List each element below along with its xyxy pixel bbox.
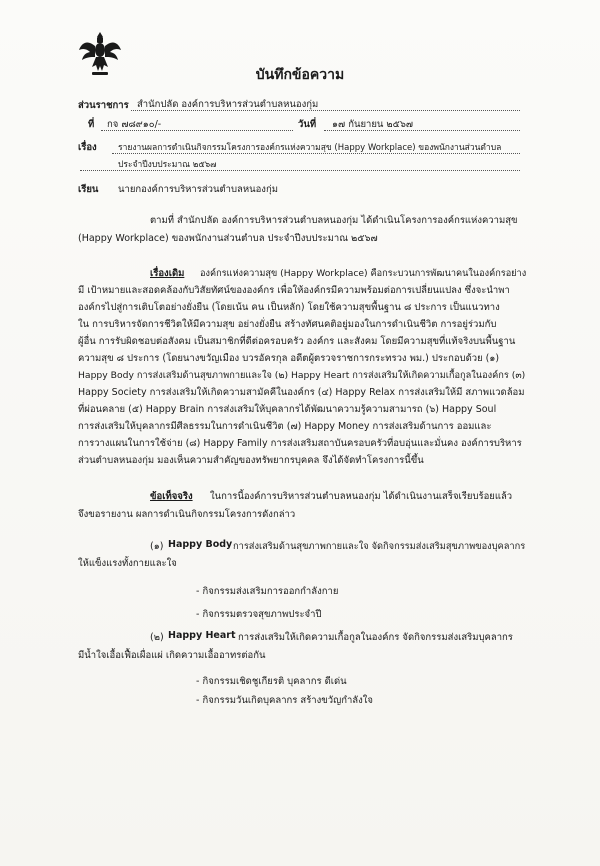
background-line: องค์กรไปสู่การเติบโตอย่างยั่งยืน (โดยเน้น คน เป็นหลัก) โดยใช้ความสุขพื้นฐาน ๘ ประการ เป็นแนวทาง [78, 302, 500, 313]
background-line: ใน การบริหารจัดการชีวิตให้มีความสุข อย่างยั่งยืน สร้างทัศนคติอยู่มองในการดำเนินชีวิต การอยู่ร่วมกับ [78, 319, 497, 330]
item-1-number: (๑) [150, 541, 164, 552]
item-1-cont: ให้แข็งแรงทั้งกายและใจ [78, 558, 177, 569]
facts-first-line: ในการนี้องค์การบริหารส่วนตำบลหนองกุ่ม ได้ดำเนินงานเสร็จเรียบร้อยแล้ว [210, 491, 513, 502]
background-line: ส่วนตำบลหนองกุ่ม มองเห็นความสำคัญของทรัพยากรบุคคล จึงได้จัดทำโครงการนี้ขึ้น [78, 455, 424, 466]
background-line: การส่งเสริมให้บุคลากรมีศีลธรรมในการดำเนินชีวิต (๗) Happy Money การส่งเสริมด้านการ ออมและ [78, 421, 492, 432]
background-line: ผู้อื่น การรับผิดชอบต่อสังคม เป็นสมาชิกที่ดีต่อครอบครัว องค์กร และสังคม โดยมีความสุขที่แท้จริงบนพื้นฐาน [78, 336, 516, 347]
background-heading: เรื่องเดิม [150, 268, 185, 279]
item-2-cont: มีน้ำใจเอื้อเฟื้อเผื่อแผ่ เกิดความเอื้ออาทรต่อกัน [78, 650, 266, 661]
background-line: มี เป้าหมายและสอดคล้องกับวิสัยทัศน์ขององค์กร เพื่อให้องค์กรมีความพร้อมต่อการเปลี่ยนแปลง ซึ่งจะนำพา [78, 285, 510, 296]
to-value: นายกองค์การบริหารส่วนตำบลหนองกุ่ม [118, 184, 278, 195]
item-2-desc: การส่งเสริมให้เกิดความเกื้อกูลในองค์กร จัดกิจกรรมส่งเสริมบุคลากร [238, 632, 513, 643]
to-label: เรียน [78, 184, 99, 195]
subject-label: เรื่อง [78, 142, 97, 153]
dept-value: สำนักปลัด องค์การบริหารส่วนตำบลหนองกุ่ม [137, 99, 319, 110]
item-2-name: Happy Heart [168, 630, 236, 641]
subject-line-2: ประจำปีงบประมาณ ๒๕๖๗ [118, 160, 217, 170]
item-1-activity: - กิจกรรมตรวจสุขภาพประจำปี [196, 609, 322, 620]
facts-second-line: จึงขอรายงาน ผลการดำเนินกิจกรรมโครงการดังกล่าว [78, 509, 296, 520]
intro-line-1: ตามที่ สำนักปลัด องค์การบริหารส่วนตำบลหนองกุ่ม ได้ดำเนินโครงการองค์กรแห่งความสุข [150, 215, 518, 226]
background-line: ที่ผ่อนคลาย (๕) Happy Brain การส่งเสริมให้บุคลากรได้พัฒนาความรู้ความสามารถ (๖) Happy Soul [78, 404, 497, 415]
memo-title: บันทึกข้อความ [255, 67, 345, 83]
dept-label: ส่วนราชการ [78, 100, 129, 111]
ref-value: กจ ๗๘๙๑๐/- [107, 119, 162, 130]
background-first-line: องค์กรแห่งความสุข (Happy Workplace) คือกระบวนการพัฒนาคนในองค์กรอย่าง [200, 268, 527, 279]
item-1-name: Happy Body [168, 539, 233, 550]
ref-label: ที่ [88, 119, 95, 130]
dept-dotted-line [131, 110, 520, 111]
ref-dotted-line [101, 130, 293, 131]
item-2-number: (๒) [150, 632, 164, 643]
date-value: ๑๗ กันยายน ๒๕๖๗ [332, 119, 414, 130]
item-1-activity: - กิจกรรมส่งเสริมการออกกำลังกาย [196, 586, 339, 597]
date-label: วันที่ [298, 119, 317, 130]
subject-line-1: รายงานผลการดำเนินกิจกรรมโครงการองค์กรแห่งความสุข (Happy Workplace) ของพนักงานส่วนตำบล [118, 143, 502, 153]
item-2-activity: - กิจกรรมเชิดชูเกียรติ บุคลากร ดีเด่น [196, 676, 347, 687]
background-line: การวางแผนในการใช้จ่าย (๘) Happy Family การส่งเสริมสถาบันครอบครัวที่อบอุ่นและมั่นคง องค์การบริหาร [78, 438, 522, 449]
facts-heading: ข้อเท็จจริง [150, 491, 193, 502]
intro-line-2: (Happy Workplace) ของพนักงานส่วนตำบล ประจำปีงบประมาณ ๒๕๖๗ [78, 233, 378, 244]
background-line: Happy Society การส่งเสริมให้เกิดความสามัคคีในองค์กร (๔) Happy Relax การส่งเสริมให้มี สภาพแวดล้อม [78, 387, 525, 398]
date-dotted-line [324, 130, 520, 131]
item-1-desc: การส่งเสริมด้านสุขภาพกายและใจ จัดกิจกรรมส่งเสริมสุขภาพของบุคลากร [233, 541, 526, 552]
background-line: Happy Body การส่งเสริมด้านสุขภาพกายและใจ (๒) Happy Heart การส่งเสริมให้เกิดความเกื้อกูลในองค์กร (๓) [78, 370, 526, 381]
subject-dotted-line-2 [80, 170, 520, 171]
item-2-activity: - กิจกรรมวันเกิดบุคลากร สร้างขวัญกำลังใจ [196, 695, 373, 706]
background-line: ความสุข ๘ ประการ (โดยนางขวัญเมือง บวรอัครกุล อดีตผู้ตรวจราชการกระทรวง พม.) ประกอบด้วย (๑) [78, 353, 500, 364]
subject-dotted-line-1 [112, 153, 520, 154]
